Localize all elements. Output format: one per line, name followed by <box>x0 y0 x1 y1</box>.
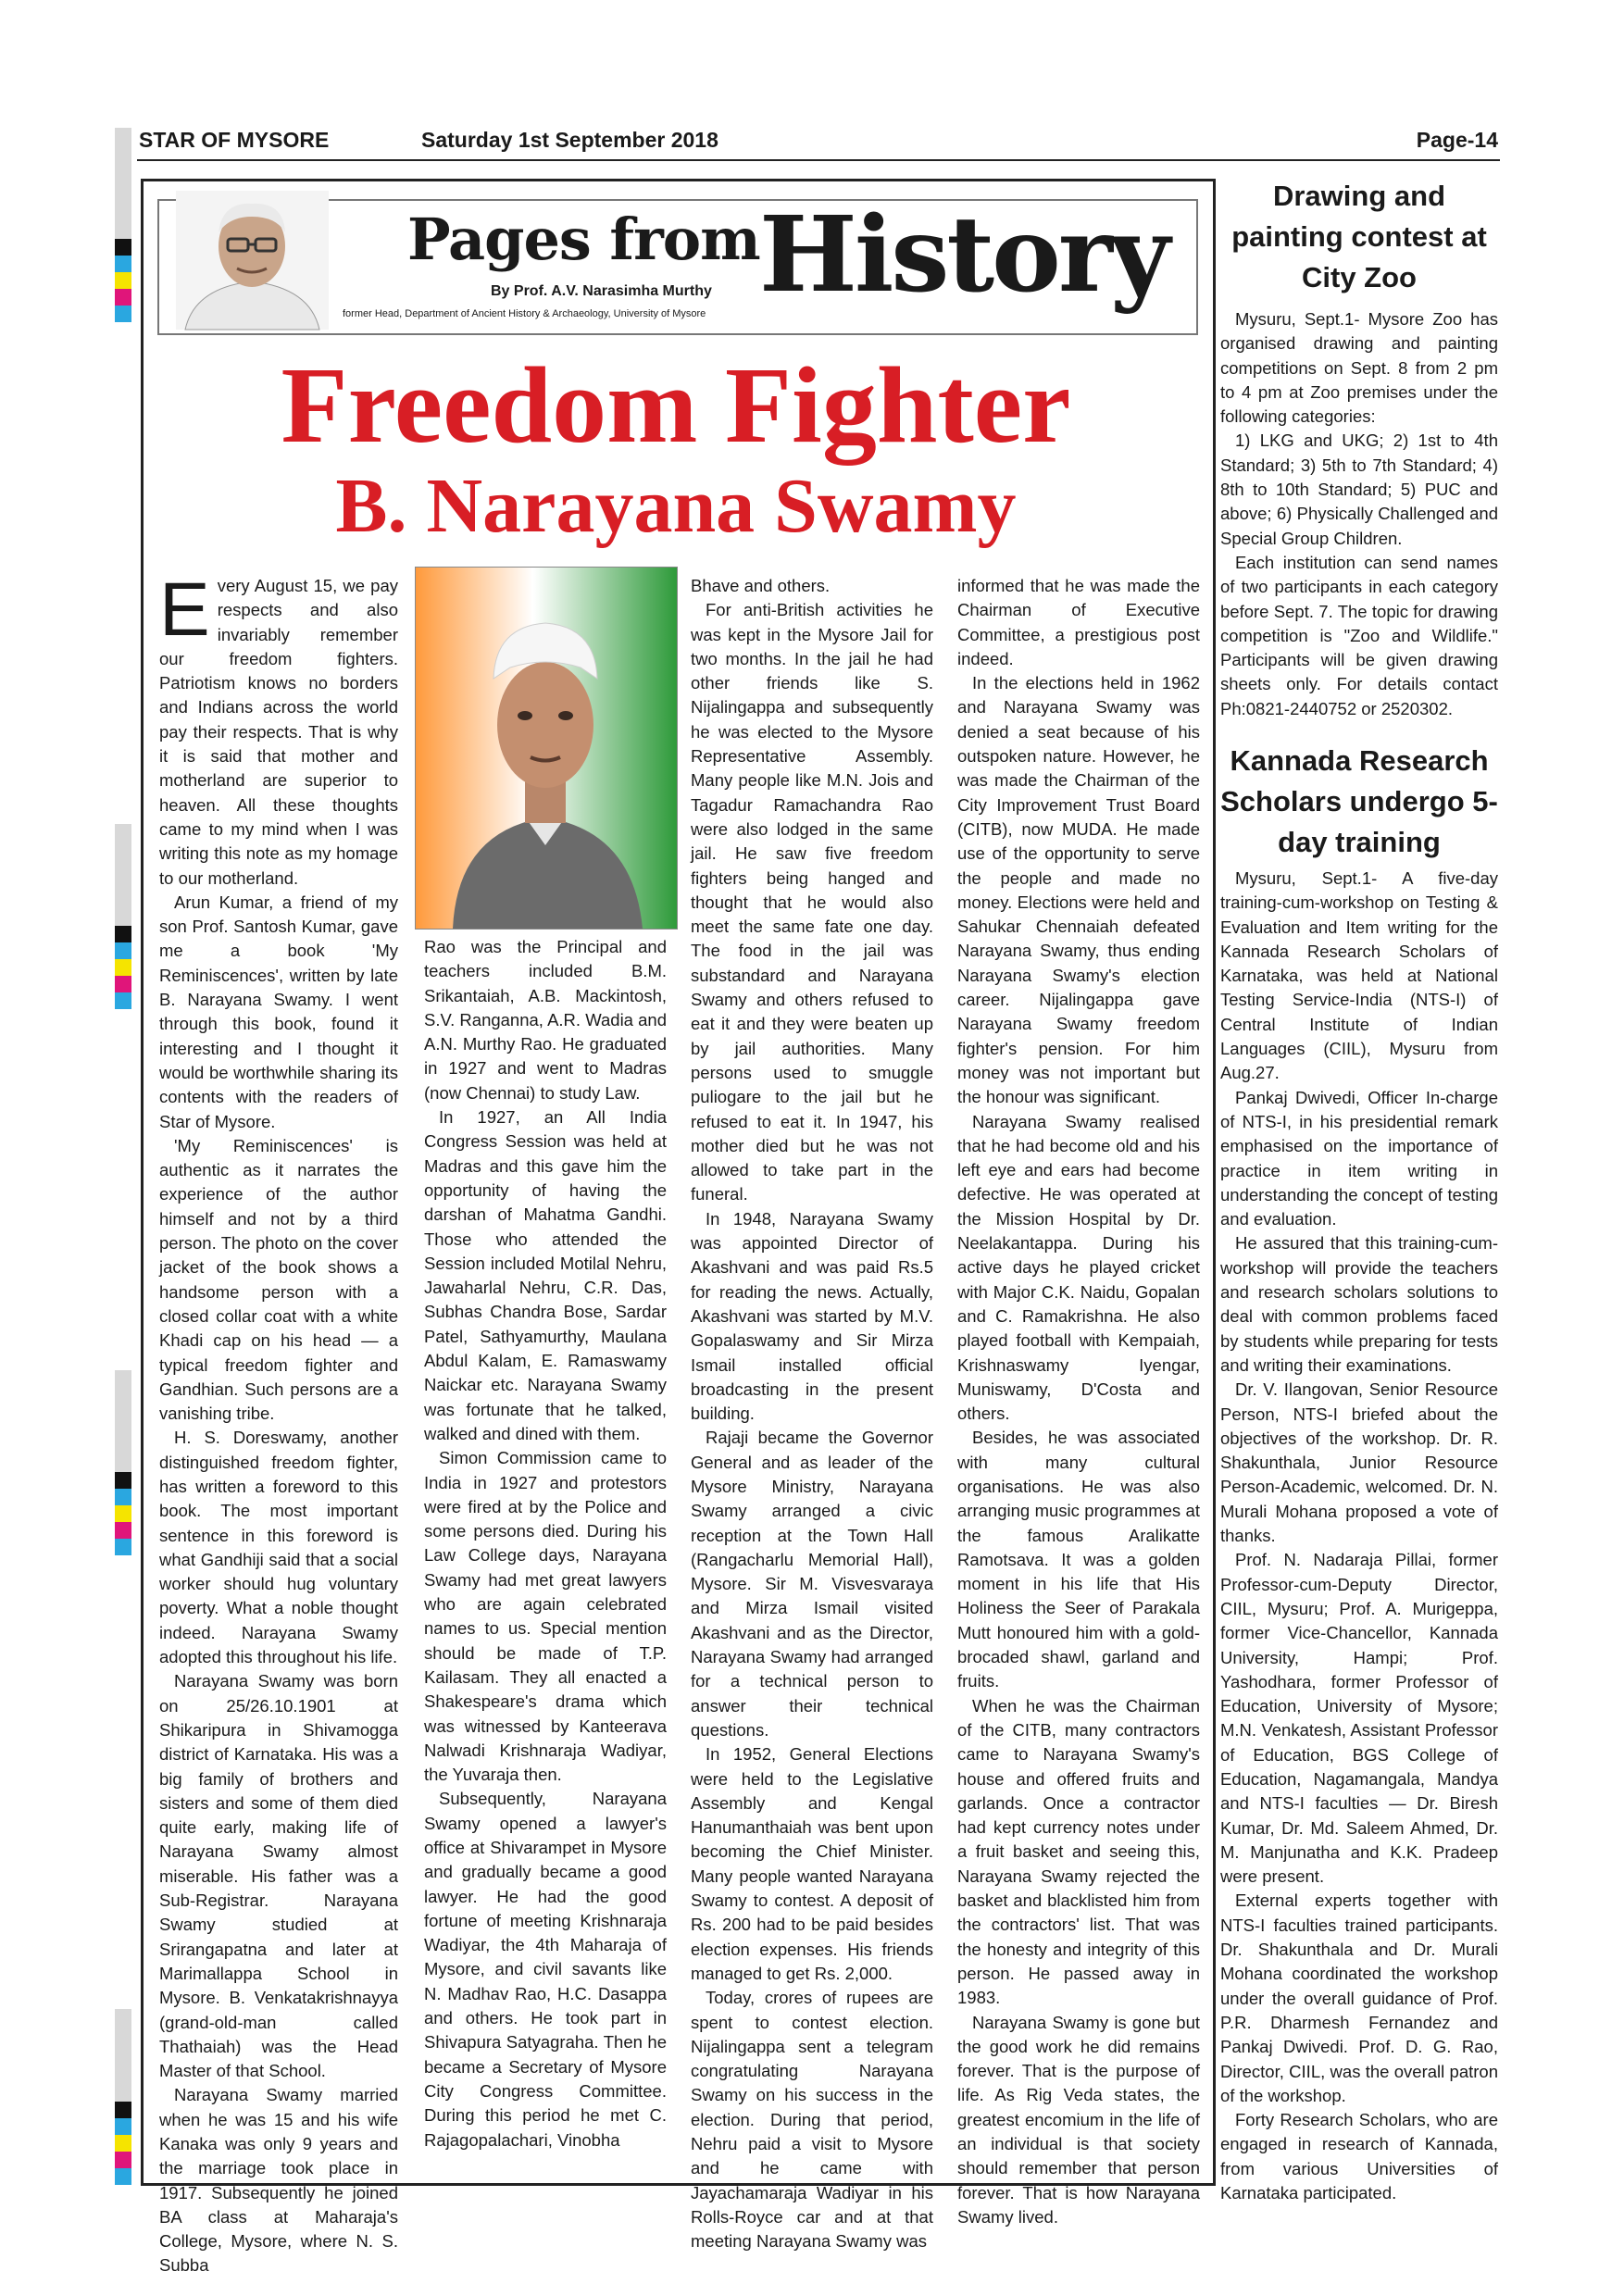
sidebar-paragraph: Each institution can send names of two participants in each category before Sept. 7. The topic for drawing competition is "Zoo and Wildlife." Participants will be given drawing sheets only. For details contact Ph:0821-2440752 or 2520302. <box>1220 552 1498 718</box>
freedom-fighter-photo <box>415 567 678 930</box>
drop-cap: E <box>159 568 210 652</box>
article-paragraph: When he was the Chairman of the CITB, many contractors came to Narayana Swamy's house and offered fruits and garlands. Once a contractor had kept currency notes under a fruit basket and seeing this, Narayana Swamy rejected the basket and blacklisted him from the contractors' list. That was the honesty and integrity of this person. He passed away in 1983. <box>957 1695 1200 2008</box>
sidebar-paragraph: Dr. V. Ilangovan, Senior Resource Person, NTS-I briefed about the objectives of the workshop. Dr. R. Shakunthala, Junior Resource Person-Academic, welcomed. Dr. N. Murali Mohana proposed a vote of thanks. <box>1220 1379 1498 1546</box>
page-number: Page-14 <box>1416 128 1498 152</box>
banner-history: History <box>759 194 1168 316</box>
sidebar-story-kannada <box>1220 741 1498 2205</box>
author-portrait <box>176 191 329 330</box>
sidebar-paragraph: He assured that this training-cum-workshop will provide the teachers and research scholars solutions to deal with common problems faced by students while preparing for tests and writing their examinations. <box>1220 1233 1498 1375</box>
article-paragraph: In the elections held in 1962 and Narayana Swamy was denied a seat because of his outspoken nature. However, he was made the Chairman of the City Improvement Trust Board (CITB), now MUDA. He made use of the opportunity to serve the people and made no money. Elections were held and Sahukar Chennaiah defeated Narayana Swamy, thus ending Narayana Swamy's election career. Nijalingappa gave Narayana Swamy freedom fighter's pension. For him money was not important but the honour was significant. <box>957 673 1200 1107</box>
article-column-2 <box>424 935 667 2166</box>
sidebar-paragraph: Prof. N. Nadaraja Pillai, former Professor-cum-Deputy Director, CIIL, Mysuru; Prof. A. Murigeppa, former Vice-Chancellor, Kannada University, Hampi; Prof. Yashodhara, former Professor of Education, University of Mysore; M.N. Venkatesh, Assistant Professor of Education, BGS College of Education, Nagamangala, Mandya and NTS-I faculties — Dr. Biresh Kumar, Dr. Md. Saleem Ahmed, Dr. M. Manjunatha and K.K. Pradeep were present. <box>1220 1550 1498 1887</box>
registration-strip-mid <box>115 824 131 1009</box>
headline-line2: B. Narayana Swamy <box>335 463 1017 549</box>
sidebar-body <box>1220 307 1498 721</box>
article-paragraph: H. S. Doreswamy, another distinguished freedom fighter, has written a foreword to this book. The most important sentence in this foreword is what Gandhiji said that a social worker should hug voluntary poverty. What a noble thought indeed. Narayana Swamy adopted this throughout his life. <box>159 1428 398 1667</box>
sidebar-paragraph: Forty Research Scholars, who are engaged in research of Kannada, from various Universities of Karnataka participated. <box>1220 2110 1498 2203</box>
byline: By Prof. A.V. Narasimha Murthy <box>491 283 712 299</box>
paper-name: STAR OF MYSORE <box>139 128 330 152</box>
sidebar-paragraph: Pankaj Dwivedi, Officer In-charge of NTS-I, in his presidential remark emphasised on the importance of practice in item writing in understanding the concept of testing and evaluation. <box>1220 1087 1498 1229</box>
article-paragraph: 'My Reminiscences' is authentic as it narrates the experience of the author himself and not by a third person. The photo on the cover jacket of the book shows a handsome person with a closed collar coat with a white Khadi cap on his head — a typical freedom fighter and Gandhian. Such persons are a vanishing tribe. <box>159 1135 398 1424</box>
article-paragraph: Simon Commission came to India in 1927 and protestors were fired at by the Police and some persons died. During his Law College days, Narayana Swamy had met great lawyers who are again celebrated names to us. Special mention should be made of T.P. Kailasam. They all enacted a Shakespeare's drama which was witnessed by Kanteerava Nalwadi Krishnaraja Wadiyar, the Yuvaraja then. <box>424 1448 667 1785</box>
page-header <box>139 128 1498 157</box>
registration-strip-top <box>115 128 131 322</box>
article-paragraph: In 1927, an All India Congress Session was held at Madras and this gave him the opportunity of having the darshan of Mahatma Gandhi. Those who attended the Session included Motilal Nehru, Jawaharlal Nehru, C.R. Das, Subhas Chandra Bose, Sardar Patel, Sathyamurthy, Maulana Abdul Kalam, E. Ramaswamy Naickar etc. Narayana Swamy was fortunate that he talked, walked and dined with them. <box>424 1107 667 1443</box>
sidebar-paragraph: Mysuru, Sept.1- A five-day training-cum-workshop on Testing & Evaluation and Item writing for the Kannada Research Scholars of Karnataka, was held at National Testing Service-India (NTS-I) of Central Institute of Indian Languages (CIIL), Mysuru from Aug.27. <box>1220 868 1498 1083</box>
article-paragraph: Bhave and others. <box>691 576 831 595</box>
sidebar-story-zoo <box>1220 176 1498 721</box>
issue-date: Saturday 1st September 2018 <box>421 128 718 152</box>
header-rule <box>137 159 1500 161</box>
sidebar-paragraph: Mysuru, Sept.1- Mysore Zoo has organised drawing and painting competitions on Sept. 8 from 2 pm to 4 pm at Zoo premises under the following categories: <box>1220 309 1498 427</box>
article-paragraph: Narayana Swamy married when he was 15 and his wife Kanaka was only 9 years and the marriage took place in 1917. Subsequently he joined BA class at Maharaja's College, Mysore, where N. S. Subba <box>159 2085 398 2276</box>
sidebar-body <box>1220 867 1498 2205</box>
sidebar-headline: Drawing and painting contest at City Zoo <box>1231 180 1487 293</box>
registration-strip-low <box>115 1370 131 1555</box>
sidebar-headline: Kannada Research Scholars undergo 5-day training <box>1220 744 1498 858</box>
article-paragraph: Besides, he was associated with many cultural organisations. He was also arranging music programmes at the famous Aralikatte Ramotsava. It was a golden moment in his life that His Holiness the Seer of Parakala Mutt honoured him with a gold-brocaded shawl, garland and fruits. <box>957 1428 1200 1691</box>
banner-pages-from: Pages from <box>407 206 760 273</box>
article-paragraph: Narayana Swamy was born on 25/26.10.1901 at Shikaripura in Shivamogga district of Karnataka. His was a big family of brothers and sisters and some of them died quite early, making life of Narayana Swamy almost miserable. His father was a Sub-Registrar. Narayana Swamy studied at Srirangapatna and later at Marimallappa School in Mysore. B. Venkatakrishnayya (grand-old-man called Thathaiah) was the Head Master of that School. <box>159 1671 398 2081</box>
sidebar-paragraph: External experts together with NTS-I faculties trained participants. Dr. Shakunthala and Dr. Murali Mohana coordinated the workshop under the overall guidance of Prof. P.R. Dharmesh Fernandez and Pankaj Dwivedi. Prof. D. G. Rao, Director, CIIL, was the overall patron of the workshop. <box>1220 1890 1498 2105</box>
article-paragraph: Rao was the Principal and teachers included B.M. Srikantaiah, A.B. Mackintosh, S.V. Ranganna, A.R. Wadia and A.N. Murthy Rao. He graduated in 1927 and went to Madras (now Chennai) to study Law. <box>424 937 667 1103</box>
article-paragraph: For anti-British activities he was kept in the Mysore Jail for two months. In the jail he had other friends like S. Nijalingappa and subsequently he was elected to the Mysore Representative Assembly. Many people like M.N. Jois and Tagadur Ramachandra Rao were also lodged in the same jail. He saw five freedom fighters being hanged and thought that he would also meet the same fate one day. The food in the jail was substandard and Narayana Swamy and others refused to eat it and they were beaten up by jail authorities. Many persons used to smuggle puliogare to the jail but he refused to eat it. In 1947, his mother died but he was not allowed to take part in the funeral. <box>691 600 933 1204</box>
article-paragraph: informed that he was made the Chairman of Executive Committee, a prestigious post indeed. <box>957 576 1200 668</box>
sidebar-paragraph: 1) LKG and UKG; 2) 1st to 4th Standard; 3) 5th to 7th Standard; 4) 8th to 10th Standard; 5) PUC and above; 6) Physically Challenged and Special Group Children. <box>1220 430 1498 548</box>
article-paragraph: Narayana Swamy is gone but the good work he did remains forever. That is the purpose of life. As Rig Veda states, the greatest encomium in the life of an individual is that society should remember that person forever. That is how Narayana Swamy lived. <box>957 2012 1200 2227</box>
article-paragraph: Every August 15, we pay respects and also invariably remember our freedom fighters. Patriotism knows no borders and Indians across the world pay their respects. That is why it is said that mother and motherland are superior to heaven. All these thoughts came to my mind when I was writing this note as my homage to our motherland. <box>159 568 398 888</box>
article-paragraph: Rajaji became the Governor General and as leader of the Mysore Ministry, Narayana Swamy arranged a civic reception at the Town Hall (Rangacharlu Memorial Hall), Mysore. Sir M. Visvesvaraya and Mirza Ismail visited Akashvani and as the Director, Narayana Swamy had arranged for a technical person to answer their technical questions. <box>691 1428 933 1740</box>
article-paragraph: In 1948, Narayana Swamy was appointed Director of Akashvani and was paid Rs.5 for reading the news. Actually, Akashvani was started by M.V. Gopalaswamy and Sir Mirza Ismail installed official broadcasting in the present building. <box>691 1208 933 1424</box>
article-column-4 <box>957 574 1200 2227</box>
article-paragraph: Today, crores of rupees are spent to contest election. Nijalingappa sent a telegram congratulating Narayana Swamy on his success in the election. During that period, Nehru paid a visit to Mysore and he came with Jayachamaraja Wadiyar in his Rolls-Royce car and at that meeting Narayana Swamy was <box>691 1988 933 2252</box>
article-column-1 <box>159 568 398 2276</box>
byline-affiliation: former Head, Department of Ancient History & Archaeology, University of Mysore <box>343 308 706 319</box>
article-paragraph: Subsequently, Narayana Swamy opened a lawyer's office at Shivarampet in Mysore and gradually became a good lawyer. He had the good fortune of meeting Krishnaraja Wadiyar, the 4th Maharaja of Mysore, and civil savants like N. Madhav Rao, H.C. Dasappa and others. He took part in Shivapura Satyagraha. Then he became a Secretary of Mysore City Congress Committee. During this period he met C. Rajagopalachari, Vinobha <box>424 1789 667 2150</box>
headline-line1: Freedom Fighter <box>281 344 1071 466</box>
article-paragraph: Narayana Swamy realised that he had become old and his left eye and ears had become defective. He was operated at the Mission Hospital by Dr. Neelakantappa. During his active days he played cricket with Major C.K. Naidu, Gopalan and C. Ramakrishna. He also played football with Kempaiah, Krishnaswamy Iyengar, Muniswamy, D'Costa and others. <box>957 1111 1200 1424</box>
article-column-3 <box>691 574 933 2252</box>
article-paragraph: Arun Kumar, a friend of my son Prof. Santosh Kumar, gave me a book 'My Reminiscences', written by late B. Narayana Swamy. I went through this book, found it interesting and I thought it would be worthwhile sharing its contents with the readers of Star of Mysore. <box>159 892 398 1131</box>
registration-strip-bottom <box>115 2009 131 2185</box>
article-paragraph: In 1952, General Elections were held to the Legislative Assembly and Kengal Hanumanthaiah was bent upon becoming the Chief Minister. Many people wanted Narayana Swamy to contest. A deposit of Rs. 200 had to be paid besides election expenses. His friends managed to get Rs. 2,000. <box>691 1744 933 1983</box>
